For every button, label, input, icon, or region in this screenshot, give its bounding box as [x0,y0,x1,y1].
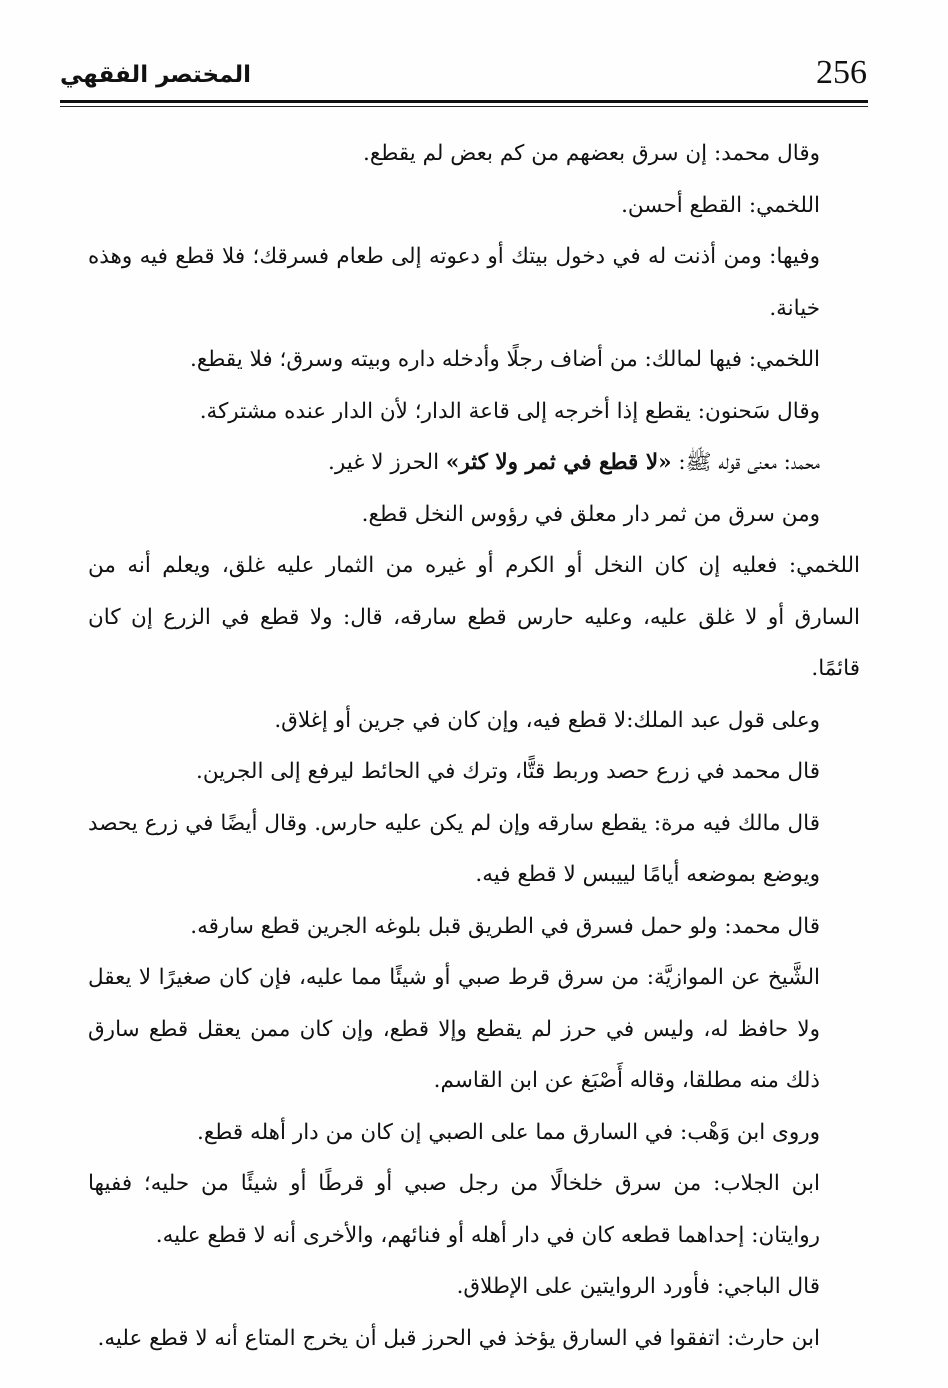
paragraph: وعلى قول عبد الملك:لا قطع فيه، وإن كان في جرين أو إغلاق. [274,707,820,733]
header-rule [60,100,868,103]
paragraph: قال محمد: ولو حمل فسرق في الطريق قبل بلوغه الجرين قطع سارقه. [190,913,820,939]
paragraph: اللخمي: فعليه إن كان النخل أو الكرم أو غيره من الثمار عليه غلق، ويعلم أنه من السارق أو لا غلق عليه، وعليه حارس قطع سارقه، قال: ولا قطع في الزرع إن كان قائمًا. [88,553,860,681]
paragraph: اللخمي: القطع أحسن. [621,192,820,218]
paragraph-text: الحرز لا غير. [328,450,446,475]
paragraph: وفيها: ومن أذنت له في دخول بيتك أو دعوته إلى طعام فسرقك؛ فلا قطع فيه وهذه خيانة. [88,244,820,321]
page-header [60,54,868,100]
paragraph: قال الباجي: فأورد الروايتين على الإطلاق. [456,1274,820,1299]
paragraph: وروى ابن وَهْب: في السارق مما على الصبي إن كان من دار أهله قطع. [197,1119,820,1145]
paragraph: قال محمد في زرع حصد وربط قتًّا، وترك في الحائط ليرفع إلى الجرين. [195,759,820,784]
hadith-quote: «لا قطع في ثمر ولا كثر» [445,450,672,475]
paragraph-text: محمد: معنى قوله ﷺ: [671,450,820,475]
paragraph: وقال سَحنون: يقطع إذا أخرجه إلى قاعة الدار؛ لأن الدار عنده مشتركة. [199,398,820,424]
paragraph: ابن حارث: اتفقوا في السارق يؤخذ في الحرز قبل أن يخرج المتاع أنه لا قطع عليه. [97,1325,820,1351]
paragraph: اللخمي: فيها لمالك: من أضاف رجلًا وأدخله داره وبيته وسرق؛ فلا يقطع. [190,347,820,372]
page-number: 256 [816,54,867,91]
header-rule-thin [60,106,868,107]
paragraph: وقال محمد: إن سرق بعضهم من كم بعض لم يقطع. [363,141,820,166]
paragraph [88,437,860,489]
paragraph: ومن سرق من ثمر دار معلق في رؤوس النخل قطع. [361,501,820,527]
running-title: المختصر الفقهي [60,62,251,88]
body-text [88,128,860,1364]
paragraph: الشَّيخ عن الموازيَّة: من سرق قرط صبي أو شيئًا مما عليه، فإن كان صغيرًا لا يعقل ولا حافظ له، وليس في حرز لم يقطع وإلا قطع، وإن كان ممن يعقل قطع سارق ذلك منه مطلقا، وقاله أَصْبَغ عن ابن القاسم. [88,965,820,1093]
paragraph: ابن الجلاب: من سرق خلخالًا من رجل صبي أو قرطًا أو شيئًا من حليه؛ ففيها روايتان: إحداهما قطعه كان في دار أهله أو فنائهم، والأخرى أنه لا قطع عليه. [88,1171,820,1248]
paragraph: قال مالك فيه مرة: يقطع سارقه وإن لم يكن عليه حارس. وقال أيضًا في زرع يحصد ويوضع بموضعه أيامًا لييبس لا قطع فيه. [88,810,820,887]
